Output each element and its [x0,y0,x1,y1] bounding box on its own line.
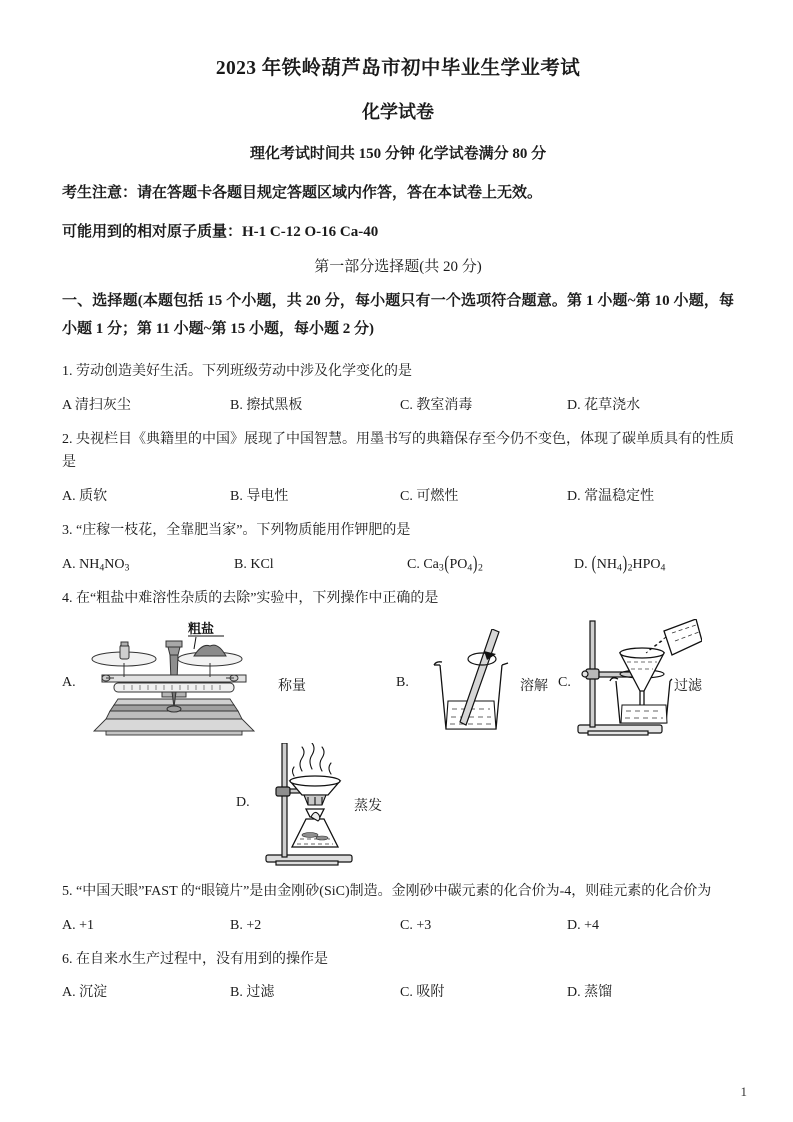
option-letter: B. [230,397,243,413]
option-letter: A. [62,917,76,933]
option-letter: A. [62,556,76,572]
atomic-mass-label: 可能用到的相对原子质量： [62,223,243,240]
option-letter: A [62,397,72,413]
option-text: 蒸馏 [584,985,613,1001]
option-text: 吸附 [416,985,445,1001]
option-text: 清扫灰尘 [74,397,131,413]
question-4 [62,587,734,874]
part-one-title: 第一部分选择题(共 20 分) [314,259,482,276]
question-3-option-c[interactable] [407,553,483,577]
crude-salt-annotation: 粗盐 [188,620,215,636]
question-1 [62,360,734,414]
balance-scale-icon [84,619,264,737]
option-letter: D. [567,489,581,505]
beaker-stirring-rod-figure [420,629,530,737]
question-1-option-b[interactable] [230,394,302,418]
question-5-option-d[interactable] [567,914,599,938]
question-1-option-a[interactable] [62,394,131,418]
question-4-option-c-letter[interactable]: C. [558,674,571,690]
exam-info: 理化考试时间共 150 分钟 化学试卷满分 80 分 [249,145,547,162]
question-3-options [62,553,734,576]
question-6-option-d[interactable] [567,981,612,1005]
option-letter: B. [230,985,243,1001]
option-letter: D. [567,917,581,933]
option-text: 导电性 [246,489,289,505]
beaker-stirring-rod-icon [420,629,530,737]
question-6 [62,948,734,1002]
question-1-options [62,394,734,414]
option-text: 花草浇水 [584,397,641,413]
option-formula: $(NH_4)_2HPO_4$ [591,553,666,576]
question-3 [62,519,734,576]
option-text: 常温稳定性 [584,489,655,505]
question-3-option-a[interactable] [62,553,129,577]
option-formula: KCl [250,556,274,572]
question-6-stem: 6. 在自来水生产过程中，没有用到的操作是 [62,951,328,967]
question-3-option-d[interactable] [574,553,665,577]
question-2-option-c[interactable] [400,485,458,509]
option-letter: B. [234,556,247,572]
question-5-stem: 5. “中国天眼”FAST 的“眼镜片”是由金刚砂(SiC)制造。金刚砂中碳元素的化合价为-4，则硅元素的化合价为 [62,883,712,899]
question-6-option-b[interactable] [230,981,274,1005]
option-text: 可燃性 [416,489,459,505]
section-instructions: 一、选择题(本题包括 15 个小题，共 20 分，每小题只有一个选项符合题意。第 1 小题~第 10 小题，每小题 1 分；第 11 小题~第 15 小题，每小题 2 分) [62,293,734,337]
question-5 [62,880,734,934]
option-formula: $NH_4NO_3$ [79,556,130,574]
question-1-option-c[interactable] [400,394,472,418]
question-3-stem: 3. “庄稼一枝花，全靠肥当家”。下列物质能用作钾肥的是 [62,523,411,539]
question-2 [62,428,734,506]
option-letter: C. [400,397,413,413]
question-4-figure-options [62,619,734,874]
option-formula: $Ca_3(PO_4)_2$ [423,553,483,576]
option-letter: C. [407,556,420,572]
option-text: 过滤 [246,985,275,1001]
question-2-option-a[interactable] [62,485,107,509]
option-letter: C. [400,917,413,933]
question-5-option-c[interactable] [400,914,431,938]
option-text: +4 [584,917,600,933]
question-6-option-c[interactable] [400,981,444,1005]
question-2-option-b[interactable] [230,485,288,509]
question-4-option-a-caption: 称量 [278,678,306,694]
balance-scale-figure [84,619,264,737]
option-letter: D. [567,985,581,1001]
candidate-notice: 考生注意：请在答题卡各题目规定答题区域内作答，答在本试卷上无效。 [62,185,543,202]
option-text: +3 [416,917,432,933]
question-5-options [62,914,734,934]
option-letter: C. [400,489,413,505]
option-letter: D. [567,397,581,413]
option-text: 擦拭黑板 [246,397,303,413]
question-6-option-a[interactable] [62,981,107,1005]
page-title: 2023 年铁岭葫芦岛市初中毕业生学业考试 [215,58,581,79]
option-letter: B. [230,489,243,505]
question-1-option-d[interactable] [567,394,640,418]
question-4-option-d-letter[interactable]: D. [236,794,250,810]
option-letter: D. [574,556,588,572]
option-text: +1 [79,917,95,933]
question-5-option-b[interactable] [230,914,261,938]
subject-title: 化学试卷 [362,102,434,123]
option-text: +2 [246,917,262,933]
question-4-stem: 4. 在“粗盐中难溶性杂质的去除”实验中，下列操作中正确的是 [62,590,439,606]
option-letter: B. [230,917,243,933]
option-text: 教室消毒 [416,397,473,413]
page-content [62,56,734,1015]
question-3-option-b[interactable] [234,553,274,577]
question-2-option-d[interactable] [567,485,654,509]
page-number: 1 [740,1084,747,1099]
atomic-mass-line [62,221,734,244]
question-2-options [62,485,734,505]
option-text: 质软 [79,489,108,505]
option-text: 沉淀 [79,985,108,1001]
question-4-option-a-letter[interactable]: A. [62,674,76,690]
question-4-option-d-caption: 蒸发 [354,798,382,814]
question-4-option-c-caption: 过滤 [674,678,702,694]
question-5-option-a[interactable] [62,914,94,938]
atomic-mass-values: H-1 C-12 O-16 Ca-40 [242,223,379,240]
question-1-stem: 1. 劳动创造美好生活。下列班级劳动中涉及化学变化的是 [62,363,412,379]
question-6-options [62,981,734,1001]
question-2-stem: 2. 央视栏目《典籍里的中国》展现了中国智慧。用墨书写的典籍保存至今仍不变色，体现了碳单质具有的性质是 [62,431,734,471]
question-4-option-b-letter[interactable]: B. [396,674,409,690]
question-4-option-b-caption: 溶解 [520,678,548,694]
option-letter: C. [400,985,413,1001]
option-letter: A. [62,985,76,1001]
option-letter: A. [62,489,76,505]
